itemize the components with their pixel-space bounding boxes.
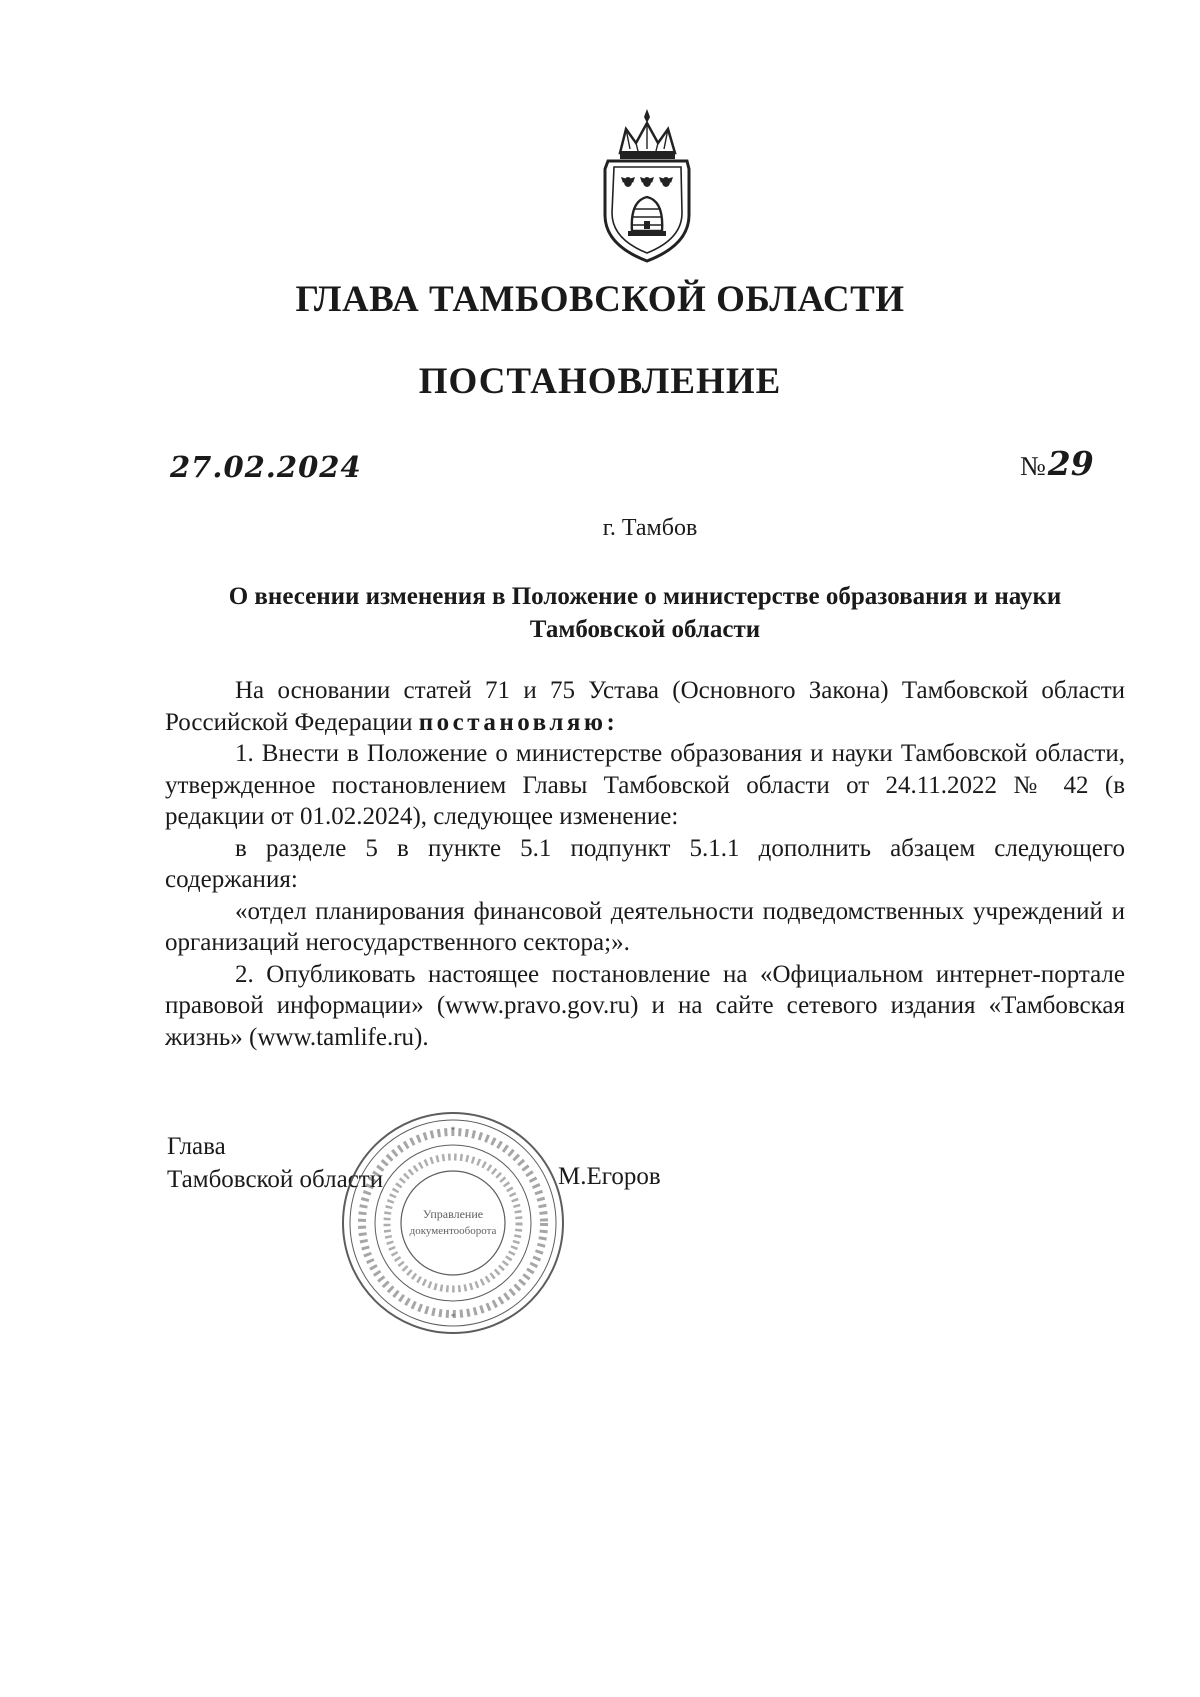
document-number xyxy=(1020,444,1094,483)
preamble-text: На основании статей 71 и 75 Устава (Основного Закона) Тамбовской области Российской Федерации xyxy=(165,677,1125,736)
seal-center-line1: Управление xyxy=(422,1207,484,1221)
issuing-authority: ГЛАВА ТАМБОВСКОЙ ОБЛАСТИ xyxy=(295,279,905,320)
svg-text:*: * xyxy=(450,1312,456,1322)
paragraph-item-2: 2. Опубликовать настоящее постановление на «Официальном интернет-портале правовой информации» (www.pravo.gov.ru) и на сайте сетевого издания «Тамбовская жизнь» (www.tamlife.ru). xyxy=(165,960,1125,1051)
number-sign: № xyxy=(1020,451,1046,481)
paragraph-amendment-location: в разделе 5 в пункте 5.1 подпункт 5.1.1 дополнить абзацем следующего содержания: xyxy=(165,834,1125,893)
document-type: ПОСТАНОВЛЕНИЕ xyxy=(418,361,782,402)
official-seal xyxy=(338,1108,568,1338)
document-date: 27.02.2024 xyxy=(170,450,362,484)
document-subject: О внесении изменения в Положение о министерстве образования и науки Тамбовской области xyxy=(228,583,1062,643)
signatory-title-line2: Тамбовской области xyxy=(167,1166,384,1193)
seal-center-line2: документооборота xyxy=(409,1225,497,1237)
document-body xyxy=(165,675,1125,1053)
preamble-resolve-word: постановляю: xyxy=(418,708,619,736)
svg-text:*: * xyxy=(450,1125,456,1135)
signatory-title-line1: Глава xyxy=(167,1133,226,1160)
paragraph-preamble xyxy=(165,675,1125,738)
tambov-coat-of-arms-icon xyxy=(590,105,705,265)
city-line: г. Тамбов xyxy=(602,515,698,541)
paragraph-item-1: 1. Внести в Положение о министерстве образования и науки Тамбовской области, утвержденное постановлением Главы Тамбовской области от 24.11.2022 № 42 (в редакции от 01.02.2024), следующее изменение: xyxy=(165,740,1125,830)
signatory-name: М.Егоров xyxy=(558,1163,661,1190)
paragraph-amendment-text: «отдел планирования финансовой деятельности подведомственных учреждений и организаций негосударственного сектора;». xyxy=(165,897,1125,956)
number-value: 29 xyxy=(1047,444,1094,483)
